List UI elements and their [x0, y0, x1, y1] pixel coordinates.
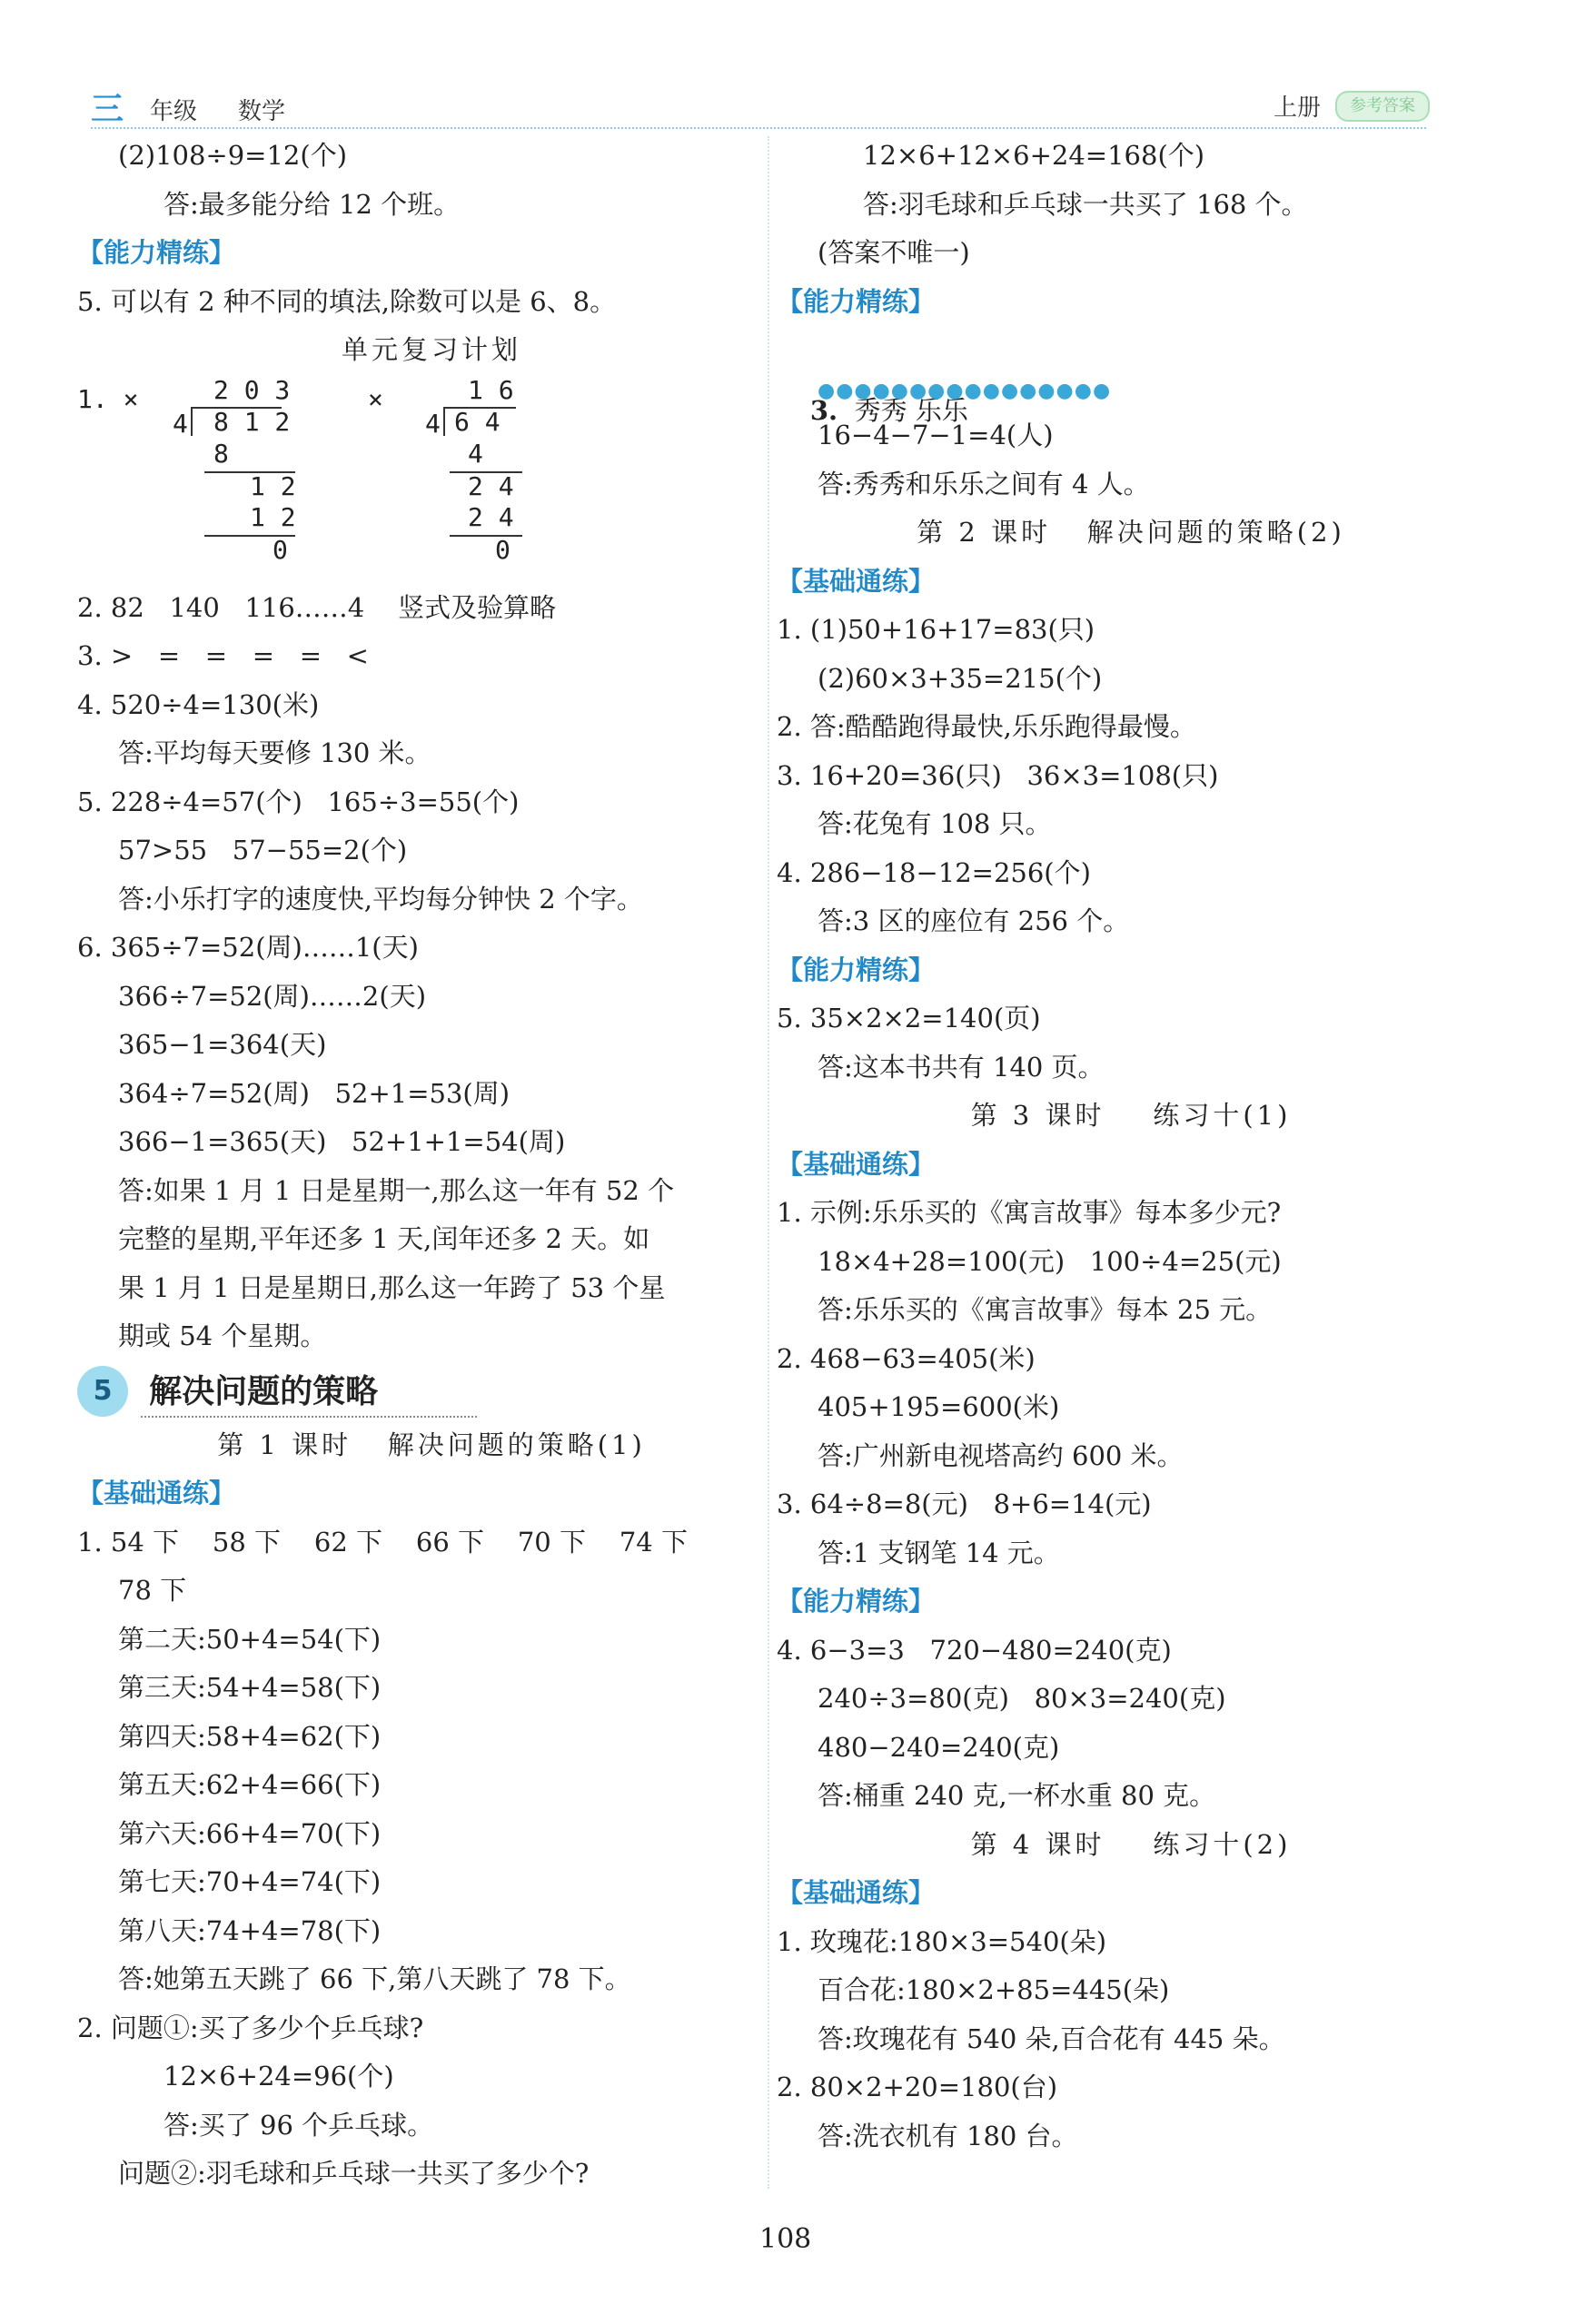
answer-line: (答案不唯一): [818, 237, 970, 268]
step-a3: 1 2: [250, 501, 296, 532]
answer-line: 答:桶重 240 克,一杯水重 80 克。: [818, 1780, 1216, 1811]
divisor-a: 4: [173, 408, 188, 439]
answer-line: 3. > = = = = <: [77, 640, 369, 671]
name-xiuxiu: 秀秀: [854, 395, 907, 426]
answer-line: 6. 365÷7=52(周)……1(天): [77, 932, 419, 963]
answer-line: 5. 35×2×2=140(页): [777, 1003, 1041, 1033]
answer-line: 2. 80×2+20=180(台): [777, 2072, 1058, 2102]
answer-line: 第七天:70+4=74(下): [118, 1866, 382, 1897]
answer-line: 2. 答:酷酷跑得最快,乐乐跑得最慢。: [777, 711, 1196, 742]
queue-dots: ●●●●●●●●●●●●●●●●: [818, 380, 1112, 402]
mark-2: ×: [368, 383, 383, 414]
answer-line: 答:平均每天要修 130 米。: [118, 737, 431, 768]
divisor-b: 4: [425, 408, 441, 439]
answer-line: 480−240=240(克): [818, 1731, 1060, 1763]
unit-number: 5: [77, 1366, 128, 1417]
answer-line: 366−1=365(天) 52+1+1=54(周): [118, 1126, 566, 1157]
answer-line: 18×4+28=100(元) 100÷4=25(元): [818, 1245, 1282, 1277]
answer-line: 答:3 区的座位有 256 个。: [818, 905, 1130, 936]
dividend-b: 6 4: [454, 406, 501, 437]
q3-names: 3. 秀秀 乐乐: [809, 395, 968, 426]
answer-line: (2)108÷9=12(个): [118, 140, 348, 171]
section-tag: 【基础通练】: [777, 1148, 936, 1180]
lesson-title: 单元复习计划: [341, 334, 521, 365]
answer-line: 5. 可以有 2 种不同的填法,除数可以是 6、8。: [77, 285, 617, 317]
answer-line: 答:洗衣机有 180 台。: [818, 2120, 1078, 2151]
answer-line: 78 下: [118, 1575, 187, 1606]
answer-line: 第八天:74+4=78(下): [118, 1914, 382, 1946]
answer-line: 问题②:羽毛球和乒乓球一共买了多少个?: [118, 2158, 590, 2189]
grade-icon: 三: [91, 90, 124, 128]
header-divider: [91, 127, 1426, 129]
step-b3: 2 4: [468, 501, 514, 532]
left-column: [77, 132, 786, 2199]
section-tag: 【基础通练】: [77, 1478, 236, 1508]
answer-line: 答:最多能分给 12 个班。: [164, 188, 461, 220]
answer-line: 答:乐乐买的《寓言故事》每本 25 元。: [818, 1294, 1273, 1325]
answer-line: 答:这本书共有 140 页。: [818, 1051, 1105, 1083]
subject-label: 数学: [238, 98, 286, 125]
unit-title: 解决问题的策略: [149, 1372, 379, 1410]
answer-line: 第六天:66+4=70(下): [118, 1817, 382, 1849]
section-tag: 【能力精练】: [777, 1586, 936, 1617]
answer-line: 240÷3=80(克) 80×3=240(克): [818, 1683, 1226, 1714]
answer-line: 1. 54 下 58 下 62 下 66 下 70 下 74 下: [77, 1526, 688, 1558]
answer-line: 第三天:54+4=58(下): [118, 1672, 382, 1703]
dividend-a: 8 1 2: [213, 406, 291, 437]
answer-line: 答:1 支钢笔 14 元。: [818, 1537, 1060, 1568]
unit-heading: [77, 1361, 786, 1421]
quotient-a: 2 0 3: [213, 374, 291, 405]
answer-line: 16−4−7−1=4(人): [818, 420, 1054, 450]
lesson-title: 第 3 课时 练习十(1): [970, 1100, 1292, 1131]
answer-line: 1. (1)50+16+17=83(只): [777, 614, 1095, 645]
step-a1: 8: [213, 438, 229, 469]
step-b1: 4: [468, 438, 483, 469]
page-number: 108: [759, 2223, 812, 2255]
step-a4: 0: [273, 534, 288, 565]
answer-line: 答:如果 1 月 1 日是星期一,那么这一年有 52 个: [118, 1174, 675, 1206]
quotient-b: 1 6: [468, 374, 514, 405]
answer-line: 1. 玫瑰花:180×3=540(朵): [777, 1925, 1107, 1957]
answer-line: 百合花:180×2+85=445(朵): [818, 1974, 1170, 2005]
section-tag: 【能力精练】: [777, 285, 936, 317]
answer-line: 5. 228÷4=57(个) 165÷3=55(个): [77, 786, 520, 817]
step-b4: 0: [495, 534, 510, 565]
answer-line: 答:她第五天跳了 66 下,第八天跳了 78 下。: [118, 1963, 631, 1994]
section-tag: 【能力精练】: [77, 237, 236, 268]
answer-line: 第五天:62+4=66(下): [118, 1769, 382, 1800]
answer-line: 2. 82 140 116……4 竖式及验算略: [77, 591, 557, 623]
answer-line: 果 1 月 1 日是星期日,那么这一年跨了 53 个星: [118, 1271, 666, 1303]
answer-line: 12×6+24=96(个): [164, 2061, 394, 2092]
answer-line: 答:小乐打字的速度快,平均每分钟快 2 个字。: [118, 883, 643, 915]
answer-line: 3. 64÷8=8(元) 8+6=14(元): [777, 1488, 1152, 1519]
long-division-block: [77, 375, 786, 584]
answer-line: 3. 16+20=36(只) 36×3=108(只): [777, 759, 1219, 791]
answer-line: 4. 6−3=3 720−480=240(克): [777, 1634, 1172, 1666]
answer-line: 2. 问题①:买了多少个乒乓球?: [77, 2012, 424, 2043]
lesson-title: 第 4 课时 练习十(2): [970, 1828, 1292, 1860]
answer-line: (2)60×3+35=215(个): [818, 662, 1103, 694]
answer-line: 答:玫瑰花有 540 朵,百合花有 445 朵。: [818, 2022, 1285, 2054]
right-column: [777, 132, 1485, 2161]
answer-line: 答:秀秀和乐乐之间有 4 人。: [818, 468, 1150, 499]
answer-line: 57>55 57−55=2(个): [118, 835, 408, 865]
lesson-title: 第 2 课时 解决问题的策略(2): [917, 517, 1345, 548]
section-tag: 【能力精练】: [777, 954, 936, 985]
step-a2: 1 2: [250, 470, 296, 501]
section-tag: 【基础通练】: [777, 1877, 936, 1908]
page-header: [0, 0, 1576, 145]
answer-line: 365−1=364(天): [118, 1029, 327, 1060]
answer-line: 4. 520÷4=130(米): [77, 688, 320, 720]
answer-line: 405+195=600(米): [818, 1391, 1060, 1422]
answer-line: 完整的星期,平年还多 1 天,闰年还多 2 天。如: [118, 1223, 650, 1254]
grade-label: 年级: [150, 98, 198, 125]
volume-label: 上册: [1274, 94, 1322, 122]
mark-1: 1. ×: [77, 383, 139, 414]
answer-line: 364÷7=52(周) 52+1=53(周): [118, 1077, 510, 1109]
answer-badge: 参考答案: [1335, 91, 1430, 122]
answer-line: 期或 54 个星期。: [118, 1320, 327, 1351]
answer-line: 12×6+12×6+24=168(个): [863, 140, 1205, 171]
section-tag: 【基础通练】: [777, 565, 936, 597]
answer-line: 2. 468−63=405(米): [777, 1342, 1036, 1374]
answer-line: 答:广州新电视塔高约 600 米。: [818, 1439, 1184, 1471]
answer-line: 答:买了 96 个乒乓球。: [164, 2109, 434, 2141]
answer-line: 第二天:50+4=54(下): [118, 1623, 382, 1655]
answer-line: 366÷7=52(周)……2(天): [118, 980, 427, 1012]
answer-line: 4. 286−18−12=256(个): [777, 856, 1091, 888]
lesson-title: 第 1 课时 解决问题的策略(1): [217, 1429, 646, 1460]
answer-line: 答:花兔有 108 只。: [818, 808, 1052, 839]
name-lele: 乐乐: [915, 395, 968, 426]
step-b2: 2 4: [468, 470, 514, 501]
answer-line: 第四天:58+4=62(下): [118, 1720, 382, 1752]
answer-line: 1. 示例:乐乐买的《寓言故事》每本多少元?: [777, 1197, 1282, 1228]
answer-line: 答:羽毛球和乒乓球一共买了 168 个。: [863, 188, 1308, 220]
